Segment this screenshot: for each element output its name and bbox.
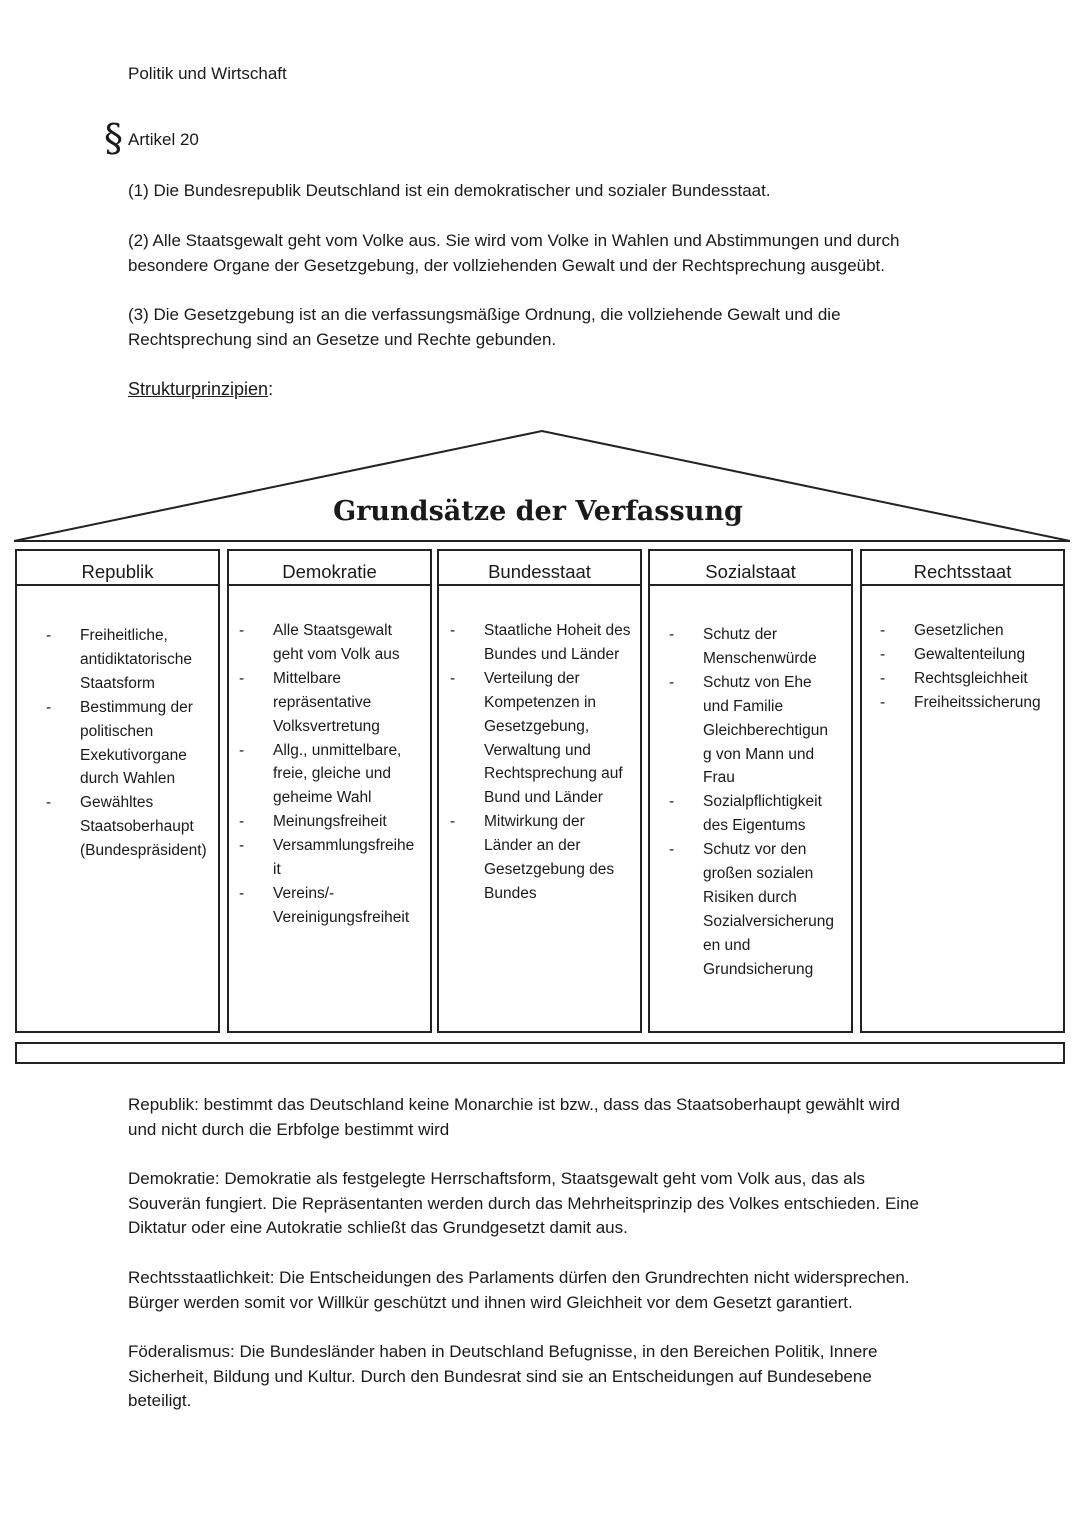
text-line: beteiligt. bbox=[128, 1391, 192, 1410]
pillar-list bbox=[880, 619, 1064, 715]
text-line: Demokratie: Demokratie als festgelegte Herrschaftsform, Staatsgewalt geht vom Volk aus, das als bbox=[128, 1169, 865, 1188]
structure-heading-text: Strukturprinzipien bbox=[128, 379, 269, 399]
list-item: - Alle Staatsgewalt geht vom Volk aus bbox=[239, 622, 400, 663]
list-item: - Meinungsfreiheit bbox=[239, 813, 387, 831]
text-line: (3) Die Gesetzgebung ist an die verfassungsmäßige Ordnung, die vollziehende Gewalt und die bbox=[128, 305, 841, 324]
pillar-republik bbox=[15, 549, 220, 1033]
text-line: besondere Organe der Gesetzgebung, der vollziehenden Gewalt und der Rechtsprechung ausgeübt. bbox=[128, 255, 886, 275]
text-line: (2) Alle Staatsgewalt geht vom Volke aus. Sie wird vom Volke in Wahlen und Abstimmungen und durch bbox=[128, 231, 900, 250]
pillar-title: Bundesstaat bbox=[439, 551, 640, 586]
list-item: - Bestimmung der politischen Exekutivorgane durch Wahlen bbox=[46, 698, 193, 788]
list-item: - Mitwirkung der Länder an der Gesetzgebung des Bundes bbox=[450, 813, 615, 902]
list-item: - Rechtsgleichheit bbox=[880, 669, 1028, 687]
text-line: Sicherheit, Bildung und Kultur. Durch den Bundesrat sind sie an Entscheidungen auf Bundesebene bbox=[128, 1366, 872, 1386]
list-item: - Gesetzlichen bbox=[880, 622, 1004, 639]
list-item: - Freiheitliche, antidiktatorische Staatsform bbox=[46, 627, 193, 692]
pillar-list bbox=[450, 619, 642, 906]
article-paragraph-1 bbox=[128, 179, 978, 204]
pillar-demokratie bbox=[227, 549, 432, 1033]
pillar-title: Sozialstaat bbox=[650, 551, 851, 586]
pillar-list bbox=[669, 623, 853, 982]
structure-heading-colon: : bbox=[268, 379, 274, 399]
list-item: - Schutz der Menschenwürde bbox=[669, 626, 817, 667]
list-item: - Mittelbare repräsentative Volksvertretung bbox=[239, 669, 380, 735]
document-subject: Politik und Wirtschaft bbox=[128, 64, 287, 83]
roof-title: Grundsätze der Verfassung bbox=[333, 496, 743, 527]
list-item: - Versammlungsfreihe it bbox=[239, 837, 415, 879]
list-item: - Gewähltes Staatsoberhaupt (Bundespräsident) bbox=[46, 794, 207, 860]
article-title: Artikel 20 bbox=[128, 130, 199, 149]
text-line: (1) Die Bundesrepublik Deutschland ist ein demokratischer und sozialer Bundesstaat. bbox=[128, 181, 771, 200]
pillar-sozialstaat bbox=[648, 549, 853, 1033]
text-line: Souverän fungiert. Die Repräsentanten werden durch das Mehrheitsprinzip des Volkes entschieden. Eine bbox=[128, 1193, 919, 1213]
pillar-list bbox=[239, 619, 431, 930]
text-line: Rechtsstaatlichkeit: Die Entscheidungen des Parlaments dürfen den Grundrechten nicht widersprechen. bbox=[128, 1268, 910, 1287]
pillar-title: Demokratie bbox=[229, 551, 430, 586]
text-line: Republik: bestimmt das Deutschland keine Monarchie ist bzw., dass das Staatsoberhaupt gewählt wird bbox=[128, 1095, 901, 1114]
list-item: - Allg., unmittelbare, freie, gleiche und geheime Wahl bbox=[239, 741, 402, 807]
definition-rechtsstaatlichkeit bbox=[128, 1266, 988, 1315]
list-item: - Staatliche Hoheit des Bundes und Länder bbox=[450, 622, 631, 663]
article-paragraph-2 bbox=[128, 229, 978, 278]
list-item: - Schutz von Ehe und Familie Gleichberechtigun g von Mann und Frau bbox=[669, 673, 828, 787]
article-paragraph-3 bbox=[128, 303, 978, 352]
roof-graphic bbox=[0, 425, 1080, 550]
definition-republik bbox=[128, 1093, 988, 1142]
text-line: Diktatur oder eine Autokratie schließt das Grundgesetzt damit aus. bbox=[128, 1218, 628, 1237]
list-item: - Gewaltenteilung bbox=[880, 645, 1026, 663]
pillar-title: Republik bbox=[17, 551, 218, 586]
list-item: - Schutz vor den großen sozialen Risiken durch Sozialversicherung en und Grundsicherung bbox=[669, 841, 834, 978]
pillar-bundesstaat bbox=[437, 549, 642, 1033]
structure-heading bbox=[128, 379, 273, 400]
pillar-rechtsstaat bbox=[860, 549, 1065, 1033]
definition-foederalismus bbox=[128, 1340, 988, 1414]
paragraph-sign-icon: § bbox=[104, 116, 123, 160]
text-line: Föderalismus: Die Bundesländer haben in Deutschland Befugnisse, in den Bereichen Politik, Innere bbox=[128, 1342, 878, 1361]
list-item: - Freiheitssicherung bbox=[880, 693, 1041, 711]
list-item: - Vereins/- Vereinigungsfreiheit bbox=[239, 884, 410, 926]
text-line: und nicht durch die Erbfolge bestimmt wird bbox=[128, 1119, 450, 1139]
list-item: - Verteilung der Kompetenzen in Gesetzgebung, Verwaltung und Rechtsprechung auf Bund und Länder bbox=[450, 669, 623, 807]
text-line: Bürger werden somit vor Willkür geschützt und ihnen wird Gleichheit vor dem Gesetzt garantiert. bbox=[128, 1292, 853, 1312]
list-item: - Sozialpflichtigkeit des Eigentums bbox=[669, 793, 822, 835]
pillar-list bbox=[46, 624, 220, 863]
foundation-base bbox=[15, 1042, 1065, 1064]
definition-demokratie bbox=[128, 1167, 988, 1241]
text-line: Rechtsprechung sind an Gesetze und Rechte gebunden. bbox=[128, 329, 557, 349]
pillar-title: Rechtsstaat bbox=[862, 551, 1063, 586]
